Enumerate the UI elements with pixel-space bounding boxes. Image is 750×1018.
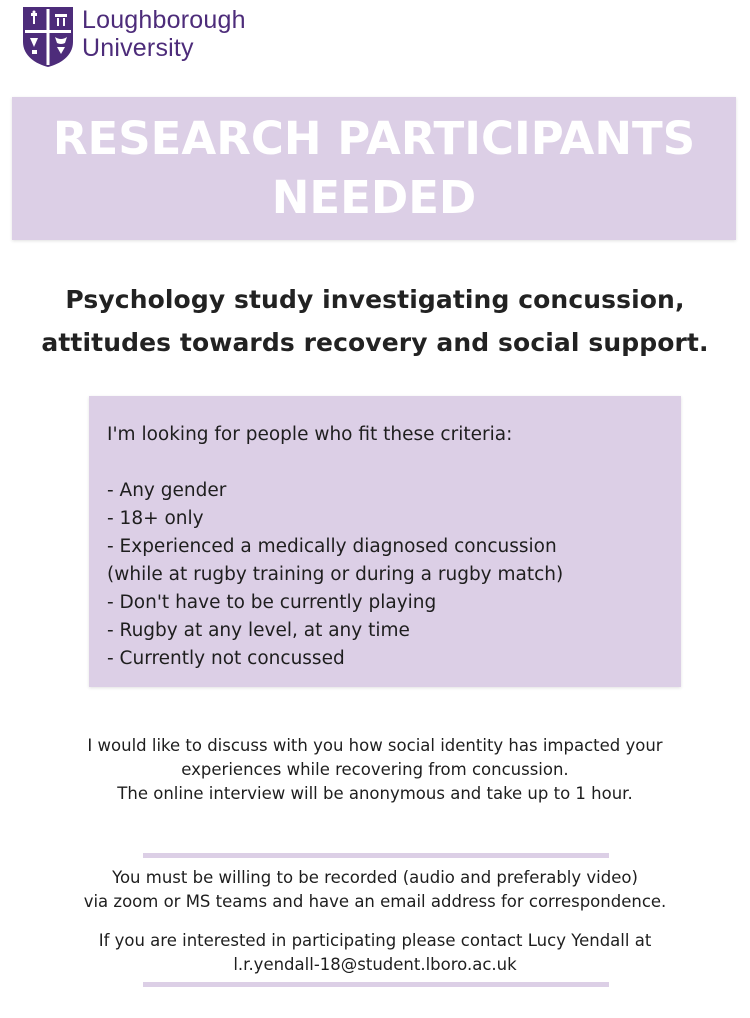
criteria-item: - Experienced a medically diagnosed concussion xyxy=(107,536,557,557)
university-crest-icon xyxy=(22,6,74,68)
contact-info xyxy=(0,929,750,977)
criteria-item: - Currently not concussed xyxy=(107,648,345,669)
criteria-item: (while at rugby training or during a rugby match) xyxy=(107,564,564,585)
subtitle-line-1: Psychology study investigating concussion, xyxy=(65,285,685,314)
criteria-heading: I'm looking for people who fit these criteria: xyxy=(107,424,513,445)
description-line-3: The online interview will be anonymous and take up to 1 hour. xyxy=(117,784,633,803)
study-subtitle xyxy=(0,278,750,364)
title-banner xyxy=(12,97,736,240)
criteria-item: - Rugby at any level, at any time xyxy=(107,620,410,641)
banner-line-2: NEEDED xyxy=(271,171,477,224)
divider-bottom xyxy=(143,982,609,987)
criteria-box xyxy=(89,396,681,687)
description-line-1: I would like to discuss with you how social identity has impacted your xyxy=(87,736,663,755)
contact-email[interactable]: l.r.yendall-18@student.lboro.ac.uk xyxy=(233,955,517,974)
banner-title xyxy=(12,109,736,227)
description-line-2: experiences while recovering from concussion. xyxy=(181,760,569,779)
logo-line-2: University xyxy=(82,34,194,62)
requirements-line-2: via zoom or MS teams and have an email address for correspondence. xyxy=(83,892,667,911)
requirements-line-1: You must be willing to be recorded (audio and preferably video) xyxy=(112,868,638,887)
criteria-item: - Don't have to be currently playing xyxy=(107,592,437,613)
contact-line: If you are interested in participating please contact Lucy Yendall at xyxy=(98,931,652,950)
study-description xyxy=(0,734,750,806)
university-logo xyxy=(22,6,282,68)
logo-line-1: Loughborough xyxy=(82,6,246,34)
recording-requirements xyxy=(0,866,750,914)
university-name xyxy=(82,6,246,62)
subtitle-line-2: attitudes towards recovery and social support. xyxy=(41,328,709,357)
criteria-item: - 18+ only xyxy=(107,508,204,529)
banner-line-1: RESEARCH PARTICIPANTS xyxy=(52,112,696,165)
criteria-item: - Any gender xyxy=(107,480,227,501)
divider-top xyxy=(143,853,609,858)
